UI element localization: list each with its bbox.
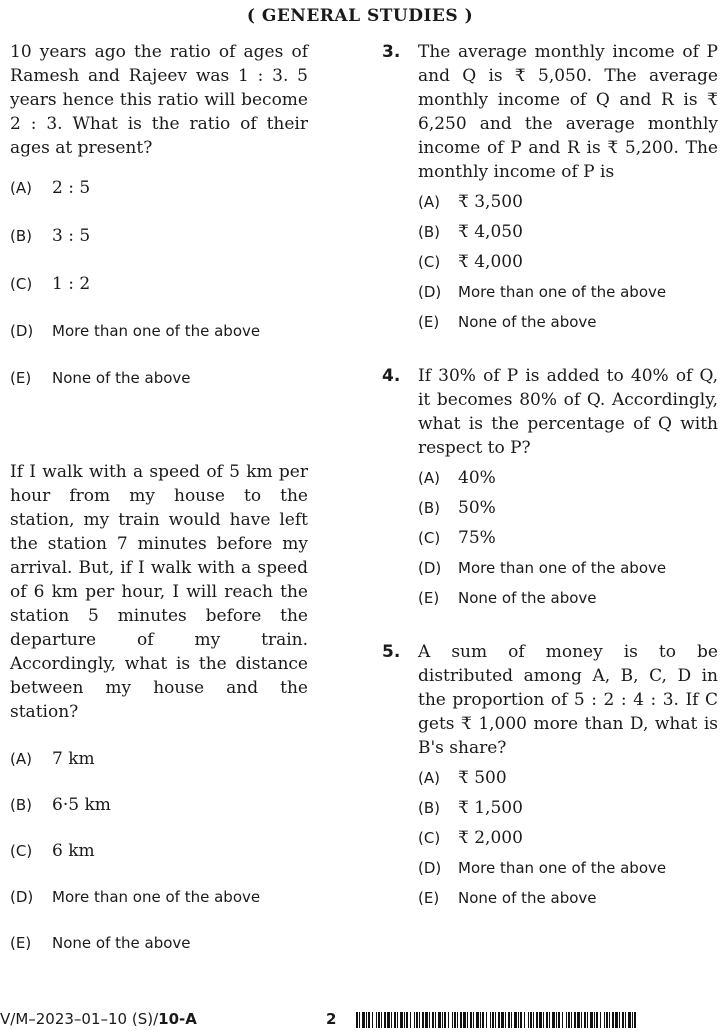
q5-option-a: (A) ₹ 500	[418, 768, 507, 788]
question-2-text: If I walk with a speed of 5 km per hour from my house to the station, my train would have left the station 7 minutes before my arrival. But, if I walk with a speed of 6 km per hour, I will reach the station 5 minutes before the departure of my train. Accordingly, what is the distance between my house and the station?	[10, 462, 308, 722]
left-column	[10, 40, 308, 955]
page-number: 2	[326, 1010, 337, 1028]
q1-option-e: (E) None of the above	[10, 369, 191, 387]
paper-code: V/M–2023–01–10 (S)/10-A	[0, 1010, 197, 1028]
q3-option-c: (C) ₹ 4,000	[418, 252, 523, 272]
q5-option-b: (B) ₹ 1,500	[418, 798, 523, 818]
q4-option-b: (B) 50%	[418, 498, 496, 518]
question-1	[10, 40, 308, 390]
q5-option-c: (C) ₹ 2,000	[418, 828, 523, 848]
q5-option-e: (E) None of the above	[418, 889, 597, 907]
q3-option-a: (A) ₹ 3,500	[418, 192, 523, 212]
question-4-number: 4.	[382, 366, 401, 386]
q2-option-c: (C) 6 km	[10, 841, 95, 861]
question-4	[382, 364, 718, 610]
question-5-number: 5.	[382, 642, 401, 662]
question-3-number: 3.	[382, 42, 401, 62]
q1-option-b: (B) 3 : 5	[10, 226, 91, 246]
q5-option-d: (D) More than one of the above	[418, 859, 667, 877]
question-2	[10, 460, 308, 955]
q4-option-e: (E) None of the above	[418, 589, 597, 607]
q2-option-e: (E) None of the above	[10, 934, 191, 952]
question-3-text: The average monthly income of P and Q is ₹ 5,050. The average monthly income of Q and R is ₹ 6,250 and the average monthly income of P and R is ₹ 5,200. The monthly income of P is	[418, 42, 718, 182]
page-footer	[0, 1010, 720, 1032]
q1-option-c: (C) 1 : 2	[10, 274, 91, 294]
q3-option-e: (E) None of the above	[418, 313, 597, 331]
q3-option-b: (B) ₹ 4,050	[418, 222, 523, 242]
question-5	[382, 640, 718, 910]
q4-option-d: (D) More than one of the above	[418, 559, 667, 577]
q3-option-d: (D) More than one of the above	[418, 283, 667, 301]
question-5-text: A sum of money is to be distributed among A, B, C, D in the proportion of 5 : 2 : 4 : 3. If C gets ₹ 1,000 more than D, what is B's share?	[418, 642, 718, 758]
question-4-text: If 30% of P is added to 40% of Q, it becomes 80% of Q. Accordingly, what is the percentage of Q with respect to P?	[418, 366, 718, 458]
q1-option-d: (D) More than one of the above	[10, 322, 261, 340]
page-header: ( GENERAL STUDIES )	[246, 6, 474, 26]
q4-option-a: (A) 40%	[418, 468, 496, 488]
q2-option-a: (A) 7 km	[10, 749, 95, 769]
question-1-text: 10 years ago the ratio of ages of Ramesh and Rajeev was 1 : 3. 5 years hence this ratio will become 2 : 3. What is the ratio of their ages at present?	[10, 42, 308, 158]
q1-option-a: (A) 2 : 5	[10, 178, 91, 198]
q2-option-d: (D) More than one of the above	[10, 888, 261, 906]
q4-option-c: (C) 75%	[418, 528, 496, 548]
barcode	[356, 1012, 638, 1028]
right-column	[382, 40, 718, 910]
q2-option-b: (B) 6·5 km	[10, 795, 111, 815]
question-3	[382, 40, 718, 334]
